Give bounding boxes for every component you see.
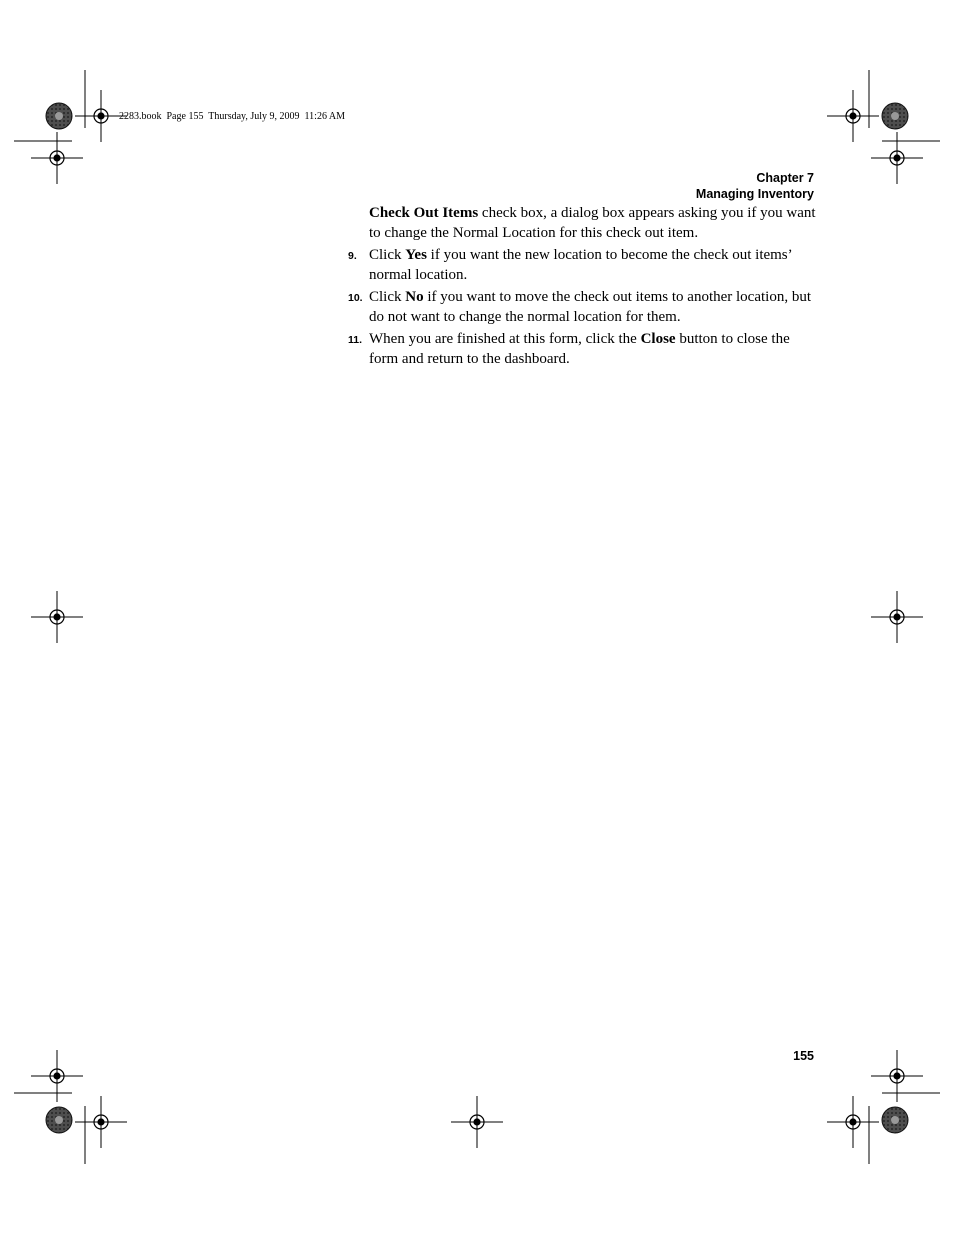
registration-mark-icon [31,132,83,184]
running-header-title: Managing Inventory [695,187,814,201]
list-item [346,246,816,285]
registration-mark-icon [451,1096,503,1148]
bold-term: Close [640,331,676,347]
bold-term: Yes [405,247,427,263]
paragraph-text: check box, a dialog box appears asking you if you want to change the Normal Location for this check out item. [369,205,816,241]
registration-mark-icon [871,591,923,643]
bold-term: Check Out Items [369,205,479,221]
step-text: if you want the new location to become the check out items’ normal location. [369,247,792,283]
slug-line: 2283.book Page 155 Thursday, July 9, 2009 11:26 AM [119,111,346,122]
step-number: 11. [348,334,363,346]
star-target-icon [882,103,908,129]
step-text: if you want to move the check out items to another location, but do not want to change the normal location for them. [369,289,812,325]
star-target-icon [882,1107,908,1133]
bold-term: No [405,289,424,305]
list-item [346,330,816,369]
registration-mark-icon [871,1050,923,1102]
step-text: Click [369,289,406,305]
step-number: 9. [348,250,357,262]
step-text: When you are finished at this form, click the [369,331,641,347]
step-text: button to close the form and return to the dashboard. [369,331,790,367]
list-item [346,288,816,327]
body-text [346,204,816,369]
registration-mark-icon [871,132,923,184]
registration-mark-icon [31,591,83,643]
continuation-paragraph [346,204,816,243]
page-number: 155 [793,1049,814,1063]
step-number: 10. [348,292,363,304]
registration-mark-icon [827,90,879,142]
step-text: Click [369,247,406,263]
star-target-icon [46,1107,72,1133]
running-header-chapter: Chapter 7 [756,171,814,185]
registration-mark-icon [75,1096,127,1148]
registration-mark-icon [827,1096,879,1148]
registration-mark-icon [31,1050,83,1102]
star-target-icon [46,103,72,129]
